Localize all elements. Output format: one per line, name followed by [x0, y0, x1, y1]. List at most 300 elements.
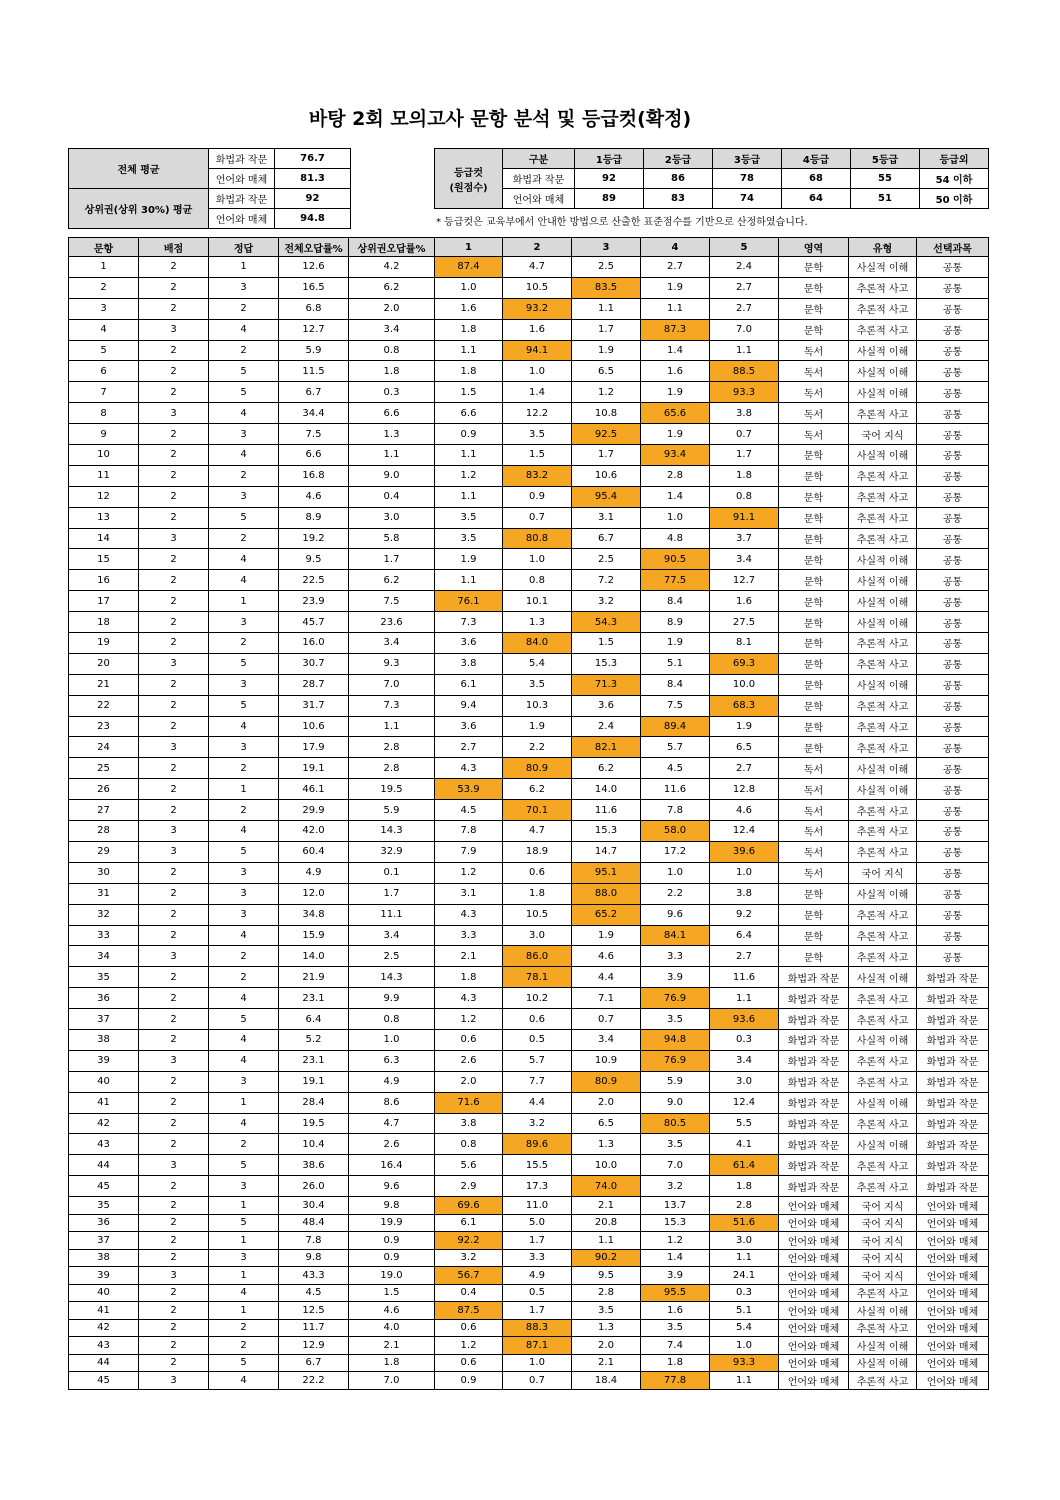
table-cell: 7.7 [503, 1071, 572, 1092]
table-cell: 공통 [917, 465, 989, 486]
table-cell: 추론적 사고 [849, 695, 917, 716]
table-cell: 화법과 작문 [779, 1134, 849, 1155]
table-cell: 4.6 [279, 486, 349, 507]
table-cell: 65.2 [572, 904, 641, 925]
table-row [69, 445, 989, 466]
table-cell: 5 [209, 1214, 279, 1232]
table-cell: 5 [209, 1354, 279, 1372]
table-row [69, 1302, 989, 1320]
table-cell: 1.9 [572, 340, 641, 361]
table-row [69, 1050, 989, 1071]
table-cell: 3 [139, 1267, 209, 1285]
gradecut-table [434, 148, 989, 209]
table-cell: 문학 [779, 319, 849, 340]
table-cell: 사실적 이해 [849, 1134, 917, 1155]
table-cell: 4.5 [435, 800, 503, 821]
table-cell: 1.1 [349, 445, 435, 466]
table-row [69, 695, 989, 716]
table-cell: 6.6 [349, 403, 435, 424]
table-cell: 2 [139, 1249, 209, 1267]
table-cell: 35 [69, 967, 139, 988]
table-cell: 5.5 [710, 1113, 779, 1134]
top-average-label: 상위권(상위 30%) 평균 [69, 189, 209, 229]
table-cell: 1 [209, 779, 279, 800]
table-cell: 언어와 매체 [779, 1319, 849, 1337]
table-cell: 3.2 [503, 1113, 572, 1134]
table-cell: 11.5 [279, 361, 349, 382]
table-cell: 43 [69, 1134, 139, 1155]
table-cell: 3 [209, 737, 279, 758]
table-cell: 93.4 [641, 445, 710, 466]
table-cell: 공통 [917, 883, 989, 904]
table-cell: 4.6 [710, 800, 779, 821]
table-cell: 40 [69, 1284, 139, 1302]
table-row [69, 298, 989, 319]
table-cell: 9.5 [572, 1267, 641, 1285]
table-cell: 언어와 매체 [779, 1302, 849, 1320]
table-cell: 41 [69, 1302, 139, 1320]
table-cell: 추론적 사고 [849, 1176, 917, 1197]
table-cell: 2 [139, 779, 209, 800]
table-cell: 3 [209, 486, 279, 507]
table-cell: 88.0 [572, 883, 641, 904]
average-subject: 화법과 작문 [209, 149, 275, 169]
table-cell: 7.0 [710, 319, 779, 340]
table-cell: 2 [139, 1134, 209, 1155]
gradecut-header: 5등급 [851, 149, 920, 169]
table-cell: 3.9 [641, 967, 710, 988]
table-cell: 1.7 [349, 883, 435, 904]
table-cell: 2 [139, 758, 209, 779]
table-cell: 국어 지식 [849, 1232, 917, 1250]
table-cell: 공통 [917, 507, 989, 528]
table-cell: 공통 [917, 633, 989, 654]
table-cell: 3.5 [503, 674, 572, 695]
table-cell: 문학 [779, 298, 849, 319]
table-cell: 94.1 [503, 340, 572, 361]
table-cell: 공통 [917, 549, 989, 570]
table-cell: 2 [139, 862, 209, 883]
table-cell: 2.6 [349, 1134, 435, 1155]
table-cell: 6.2 [503, 779, 572, 800]
table-cell: 언어와 매체 [779, 1337, 849, 1355]
table-cell: 3 [139, 946, 209, 967]
table-cell: 1.2 [435, 862, 503, 883]
table-cell: 2 [209, 1319, 279, 1337]
table-cell: 독서 [779, 424, 849, 445]
table-cell: 0.3 [710, 1029, 779, 1050]
table-cell: 0.4 [349, 486, 435, 507]
table-cell: 11.6 [641, 779, 710, 800]
table-cell: 화법과 작문 [779, 1092, 849, 1113]
table-cell: 2 [139, 591, 209, 612]
gradecut-header: 4등급 [782, 149, 851, 169]
table-cell: 93.3 [710, 382, 779, 403]
table-cell: 4.6 [572, 946, 641, 967]
table-row [69, 883, 989, 904]
table-cell: 8.6 [349, 1092, 435, 1113]
table-cell: 언어와 매체 [917, 1214, 989, 1232]
table-cell: 46.1 [279, 779, 349, 800]
table-cell: 3.3 [641, 946, 710, 967]
table-cell: 10.0 [710, 674, 779, 695]
table-cell: 3.3 [503, 1249, 572, 1267]
table-cell: 화법과 작문 [779, 1176, 849, 1197]
table-cell: 18 [69, 612, 139, 633]
table-cell: 공통 [917, 319, 989, 340]
table-cell: 20 [69, 653, 139, 674]
table-cell: 0.6 [435, 1029, 503, 1050]
table-cell: 12.2 [503, 403, 572, 424]
table-cell: 1.0 [503, 549, 572, 570]
table-cell: 문학 [779, 549, 849, 570]
table-cell: 15.9 [279, 925, 349, 946]
table-cell: 추론적 사고 [849, 904, 917, 925]
column-header: 1 [435, 238, 503, 257]
table-cell: 10.0 [572, 1155, 641, 1176]
table-cell: 2 [139, 1302, 209, 1320]
table-cell: 1.0 [435, 277, 503, 298]
table-cell: 9.4 [435, 695, 503, 716]
table-row [69, 382, 989, 403]
table-cell: 33 [69, 925, 139, 946]
table-cell: 3 [209, 883, 279, 904]
table-cell: 2 [139, 1354, 209, 1372]
table-cell: 2 [139, 507, 209, 528]
table-cell: 74.0 [572, 1176, 641, 1197]
table-cell: 12 [69, 486, 139, 507]
gradecut-value: 64 [782, 189, 851, 209]
table-cell: 15.3 [641, 1214, 710, 1232]
table-cell: 7.4 [641, 1337, 710, 1355]
table-cell: 95.4 [572, 486, 641, 507]
table-cell: 56.7 [435, 1267, 503, 1285]
table-cell: 20.8 [572, 1214, 641, 1232]
table-cell: 2 [209, 633, 279, 654]
table-cell: 3 [139, 737, 209, 758]
table-cell: 1.0 [503, 1354, 572, 1372]
table-cell: 공통 [917, 800, 989, 821]
table-row [69, 925, 989, 946]
table-cell: 0.1 [349, 862, 435, 883]
table-cell: 53.9 [435, 779, 503, 800]
table-cell: 5.1 [641, 653, 710, 674]
table-cell: 19.9 [349, 1214, 435, 1232]
table-cell: 화법과 작문 [779, 1113, 849, 1134]
table-cell: 4 [209, 445, 279, 466]
table-cell: 0.9 [435, 424, 503, 445]
table-cell: 12.6 [279, 257, 349, 278]
table-cell: 2 [139, 549, 209, 570]
table-cell: 38 [69, 1249, 139, 1267]
table-cell: 화법과 작문 [779, 1050, 849, 1071]
table-cell: 2 [139, 361, 209, 382]
table-cell: 36 [69, 1214, 139, 1232]
table-cell: 5 [209, 361, 279, 382]
table-cell: 2 [139, 633, 209, 654]
table-cell: 추론적 사고 [849, 1372, 917, 1390]
table-cell: 6.6 [279, 445, 349, 466]
table-cell: 6.2 [349, 277, 435, 298]
table-cell: 15 [69, 549, 139, 570]
table-cell: 사실적 이해 [849, 382, 917, 403]
table-cell: 23.9 [279, 591, 349, 612]
gradecut-label-line1: 등급컷 [454, 167, 483, 179]
table-cell: 69.6 [435, 1197, 503, 1215]
table-cell: 사실적 이해 [849, 445, 917, 466]
table-cell: 독서 [779, 779, 849, 800]
table-cell: 2 [209, 340, 279, 361]
table-row [69, 716, 989, 737]
table-cell: 언어와 매체 [779, 1354, 849, 1372]
table-cell: 독서 [779, 821, 849, 842]
table-cell: 90.2 [572, 1249, 641, 1267]
table-cell: 1.5 [572, 633, 641, 654]
table-cell: 76.9 [641, 1050, 710, 1071]
table-cell: 18.4 [572, 1372, 641, 1390]
table-cell: 추론적 사고 [849, 737, 917, 758]
table-cell: 30 [69, 862, 139, 883]
table-cell: 문학 [779, 528, 849, 549]
table-cell: 언어와 매체 [917, 1249, 989, 1267]
table-cell: 2.1 [572, 1197, 641, 1215]
table-cell: 14 [69, 528, 139, 549]
table-cell: 10 [69, 445, 139, 466]
table-cell: 87.3 [641, 319, 710, 340]
table-cell: 추론적 사고 [849, 528, 917, 549]
table-cell: 5.6 [435, 1155, 503, 1176]
table-row [69, 465, 989, 486]
table-cell: 38 [69, 1029, 139, 1050]
table-cell: 화법과 작문 [917, 967, 989, 988]
table-cell: 2 [139, 277, 209, 298]
table-cell: 19 [69, 633, 139, 654]
table-cell: 4 [209, 1050, 279, 1071]
table-cell: 2.0 [435, 1071, 503, 1092]
table-cell: 31 [69, 883, 139, 904]
table-cell: 2 [209, 528, 279, 549]
table-cell: 42 [69, 1113, 139, 1134]
table-cell: 공통 [917, 403, 989, 424]
table-cell: 언어와 매체 [917, 1354, 989, 1372]
table-row [69, 486, 989, 507]
column-header: 5 [710, 238, 779, 257]
table-cell: 17.2 [641, 841, 710, 862]
table-cell: 5.8 [349, 528, 435, 549]
table-cell: 언어와 매체 [779, 1232, 849, 1250]
table-cell: 언어와 매체 [779, 1214, 849, 1232]
table-row [69, 340, 989, 361]
table-cell: 6.5 [572, 361, 641, 382]
table-cell: 12.5 [279, 1302, 349, 1320]
table-cell: 29.9 [279, 800, 349, 821]
table-cell: 0.7 [710, 424, 779, 445]
table-cell: 사실적 이해 [849, 779, 917, 800]
table-cell: 화법과 작문 [779, 1009, 849, 1030]
table-cell: 3.6 [435, 716, 503, 737]
table-row [69, 653, 989, 674]
table-row [69, 862, 989, 883]
table-cell: 국어 지식 [849, 424, 917, 445]
table-cell: 1.9 [641, 424, 710, 445]
table-cell: 1.0 [503, 361, 572, 382]
item-analysis-body [69, 257, 989, 1390]
table-cell: 0.3 [710, 1284, 779, 1302]
table-cell: 45 [69, 1176, 139, 1197]
table-cell: 1.5 [435, 382, 503, 403]
table-cell: 4 [209, 925, 279, 946]
table-cell: 42 [69, 1319, 139, 1337]
table-cell: 3 [139, 821, 209, 842]
table-cell: 국어 지식 [849, 1267, 917, 1285]
table-cell: 9.3 [349, 653, 435, 674]
table-cell: 5 [209, 1155, 279, 1176]
table-cell: 2 [209, 1134, 279, 1155]
table-cell: 10.3 [503, 695, 572, 716]
table-cell: 0.6 [435, 1354, 503, 1372]
average-table [68, 148, 351, 229]
table-row [69, 1354, 989, 1372]
table-cell: 1.9 [435, 549, 503, 570]
table-cell: 11.0 [503, 1197, 572, 1215]
table-cell: 84.0 [503, 633, 572, 654]
table-cell: 추론적 사고 [849, 298, 917, 319]
table-cell: 화법과 작문 [917, 1092, 989, 1113]
table-cell: 문학 [779, 633, 849, 654]
table-cell: 독서 [779, 340, 849, 361]
table-cell: 5.4 [710, 1319, 779, 1337]
table-cell: 4 [209, 403, 279, 424]
table-cell: 28.7 [279, 674, 349, 695]
table-cell: 44 [69, 1155, 139, 1176]
table-cell: 94.8 [641, 1029, 710, 1050]
table-row [69, 1113, 989, 1134]
table-cell: 사실적 이해 [849, 361, 917, 382]
table-cell: 80.9 [503, 758, 572, 779]
table-cell: 34 [69, 946, 139, 967]
table-cell: 3.7 [710, 528, 779, 549]
table-cell: 95.1 [572, 862, 641, 883]
table-cell: 6.6 [435, 403, 503, 424]
table-cell: 1.9 [641, 277, 710, 298]
table-cell: 사실적 이해 [849, 1092, 917, 1113]
table-cell: 13.7 [641, 1197, 710, 1215]
table-cell: 3 [139, 1155, 209, 1176]
table-cell: 3 [139, 1372, 209, 1390]
table-cell: 0.8 [710, 486, 779, 507]
table-cell: 1.0 [349, 1029, 435, 1050]
table-row [69, 967, 989, 988]
table-cell: 공통 [917, 612, 989, 633]
table-cell: 27 [69, 800, 139, 821]
table-cell: 10.2 [503, 988, 572, 1009]
table-cell: 3.1 [572, 507, 641, 528]
table-cell: 2 [139, 424, 209, 445]
gradecut-header: 등급외 [920, 149, 989, 169]
table-cell: 4 [209, 821, 279, 842]
table-cell: 언어와 매체 [917, 1232, 989, 1250]
item-analysis-table [68, 237, 989, 1390]
table-row [69, 1284, 989, 1302]
table-cell: 추론적 사고 [849, 319, 917, 340]
table-cell: 5.9 [279, 340, 349, 361]
table-cell: 24 [69, 737, 139, 758]
table-cell: 9.2 [710, 904, 779, 925]
table-cell: 공통 [917, 904, 989, 925]
table-cell: 2 [139, 1176, 209, 1197]
column-header: 상위권오답률% [349, 238, 435, 257]
table-cell: 추론적 사고 [849, 633, 917, 654]
table-cell: 사실적 이해 [849, 883, 917, 904]
table-cell: 공통 [917, 528, 989, 549]
table-cell: 문학 [779, 904, 849, 925]
table-row [69, 591, 989, 612]
table-cell: 5 [209, 841, 279, 862]
table-cell: 공통 [917, 716, 989, 737]
table-cell: 1.3 [572, 1134, 641, 1155]
table-cell: 1.1 [435, 445, 503, 466]
average-subject: 언어와 매체 [209, 169, 275, 189]
table-cell: 0.9 [503, 486, 572, 507]
table-cell: 0.5 [503, 1284, 572, 1302]
table-cell: 3.4 [349, 319, 435, 340]
table-cell: 88.3 [503, 1319, 572, 1337]
table-row [69, 507, 989, 528]
table-cell: 1.4 [503, 382, 572, 403]
table-cell: 2 [139, 1284, 209, 1302]
table-cell: 1.2 [435, 1009, 503, 1030]
table-cell: 3.9 [641, 1267, 710, 1285]
table-cell: 95.5 [641, 1284, 710, 1302]
table-row [69, 1155, 989, 1176]
table-cell: 42.0 [279, 821, 349, 842]
table-cell: 86.0 [503, 946, 572, 967]
table-cell: 17.3 [503, 1176, 572, 1197]
table-cell: 언어와 매체 [917, 1319, 989, 1337]
table-cell: 추론적 사고 [849, 1050, 917, 1071]
table-cell: 3 [139, 841, 209, 862]
table-cell: 2.5 [572, 257, 641, 278]
table-cell: 5.0 [503, 1214, 572, 1232]
column-header: 4 [641, 238, 710, 257]
table-cell: 10.9 [572, 1050, 641, 1071]
table-cell: 0.3 [349, 382, 435, 403]
table-cell: 2 [139, 465, 209, 486]
table-cell: 28.4 [279, 1092, 349, 1113]
table-cell: 공통 [917, 424, 989, 445]
table-cell: 독서 [779, 841, 849, 862]
table-cell: 5 [209, 1009, 279, 1030]
table-row [69, 612, 989, 633]
table-cell: 추론적 사고 [849, 946, 917, 967]
table-cell: 문학 [779, 695, 849, 716]
table-cell: 14.3 [349, 967, 435, 988]
table-cell: 문학 [779, 465, 849, 486]
table-cell: 추론적 사고 [849, 716, 917, 737]
gradecut-header: 3등급 [713, 149, 782, 169]
table-cell: 사실적 이해 [849, 612, 917, 633]
table-cell: 60.4 [279, 841, 349, 862]
table-cell: 문학 [779, 570, 849, 591]
table-cell: 6.7 [279, 1354, 349, 1372]
table-cell: 39 [69, 1050, 139, 1071]
table-cell: 2 [139, 1319, 209, 1337]
table-cell: 9 [69, 424, 139, 445]
table-cell: 1.8 [710, 465, 779, 486]
table-cell: 2.0 [572, 1092, 641, 1113]
table-cell: 2 [209, 967, 279, 988]
table-cell: 문학 [779, 674, 849, 695]
